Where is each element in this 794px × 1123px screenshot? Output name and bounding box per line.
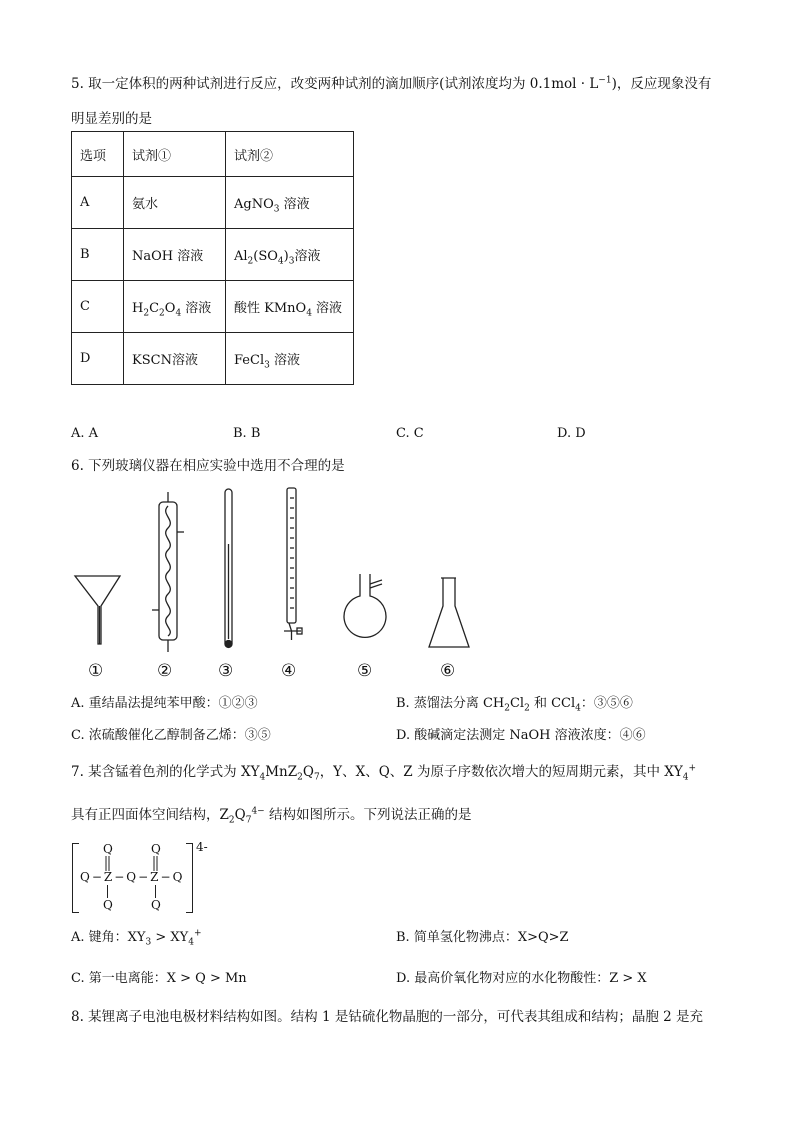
q7-option-b: B. 简单氢化物沸点：X>Q>Z — [396, 930, 569, 945]
z2q7-structure — [72, 840, 208, 916]
q7-stem-line2: 具有正四面体空间结构，$Z_2Q_7^{4-}$ 结构如图所示。下列说法正确的是 — [71, 806, 472, 826]
table-row — [72, 333, 354, 385]
table-row — [72, 177, 354, 229]
apparatus-label-6: ⑥ — [440, 661, 456, 681]
structure-middle-row: Q−Z−Q−Z−Q — [80, 870, 185, 884]
reagent2-cell: $Al_2(SO_4)_3$溶液 — [226, 229, 354, 281]
q6-stem: 6. 下列玻璃仪器在相应实验中选用不合理的是 — [71, 458, 345, 474]
apparatus-label-5: ⑤ — [357, 661, 373, 681]
reagent1-cell: 氨水 — [124, 177, 226, 229]
q8-stem: 8. 某锂离子电池电极材料结构如图。结构 1 是钴硫化物晶胞的一部分，可代表其组成和结构；晶胞 2 是充 — [71, 1009, 704, 1025]
apparatus-label-4: ④ — [281, 661, 297, 681]
thermometer-icon — [225, 489, 232, 648]
reagent2-cell: FeCl$_3$ 溶液 — [226, 333, 354, 385]
q7-option-a: A. 键角：$XY_3 > XY_4^+$ — [71, 928, 202, 948]
row-key: A — [72, 177, 124, 229]
structure-top-row: Q Q — [103, 842, 161, 856]
q6-option-b: B. 蒸馏法分离 $CH_2Cl_2$ 和 CCl$_4$：③⑤⑥ — [396, 696, 633, 714]
table-header-reagent1: 试剂① — [124, 132, 226, 177]
reagent1-cell: $H_2C_2O_4$ 溶液 — [124, 281, 226, 333]
apparatus-label-1: ① — [88, 661, 104, 681]
burette-icon — [284, 488, 302, 640]
structure-bottom-row: Q Q — [103, 898, 161, 912]
reagent2-cell: AgNO$_3$ 溶液 — [226, 177, 354, 229]
apparatus-label-3: ③ — [218, 661, 234, 681]
q6-option-a: A. 重结晶法提纯苯甲酸：①②③ — [71, 696, 258, 711]
condenser-icon — [152, 492, 184, 652]
q5-option-d: D. D — [557, 426, 586, 441]
table-header-reagent2: 试剂② — [226, 132, 354, 177]
q5-option-b: B. B — [233, 426, 261, 441]
reagent2-cell: 酸性 KMnO$_4$ 溶液 — [226, 281, 354, 333]
q7-option-c: C. 第一电离能：X > Q > Mn — [71, 971, 247, 986]
structure-bonds — [72, 840, 202, 916]
table-header-row — [72, 132, 354, 177]
table-header-option: 选项 — [72, 132, 124, 177]
row-key: D — [72, 333, 124, 385]
q6-option-d: D. 酸碱滴定法测定 NaOH 溶液浓度：④⑥ — [396, 728, 646, 743]
charge-label: 4- — [196, 840, 208, 854]
q5-stem-line1: 5. 取一定体积的两种试剂进行反应，改变两种试剂的滴加顺序(试剂浓度均为 $0.1mol \cdot L^{-1}$)，反应现象没有 — [71, 75, 712, 92]
q5-stem-line2: 明显差别的是 — [71, 111, 152, 127]
reagent-table — [71, 131, 354, 385]
q6-option-c: C. 浓硫酸催化乙醇制备乙烯：③⑤ — [71, 728, 271, 743]
reagent1-cell: KSCN溶液 — [124, 333, 226, 385]
q5-option-c: C. C — [396, 426, 424, 441]
table-row — [72, 229, 354, 281]
row-key: C — [72, 281, 124, 333]
glassware-figure — [60, 484, 490, 659]
apparatus-label-2: ② — [157, 661, 173, 681]
q7-option-d: D. 最高价氧化物对应的水化物酸性：Z > X — [396, 971, 647, 986]
q5-option-a: A. A — [71, 426, 99, 441]
distillation-flask-icon — [344, 574, 386, 637]
reagent1-cell: NaOH 溶液 — [124, 229, 226, 281]
funnel-icon — [75, 576, 120, 644]
conical-flask-icon — [429, 578, 469, 647]
row-key: B — [72, 229, 124, 281]
table-row — [72, 281, 354, 333]
q7-stem-line1: 7. 某含锰着色剂的化学式为 $XY_4MnZ_2Q_7$，Y、X、Q、Z 为原子序数依次增大的短周期元素，其中 $XY_4^+$ — [71, 763, 697, 783]
